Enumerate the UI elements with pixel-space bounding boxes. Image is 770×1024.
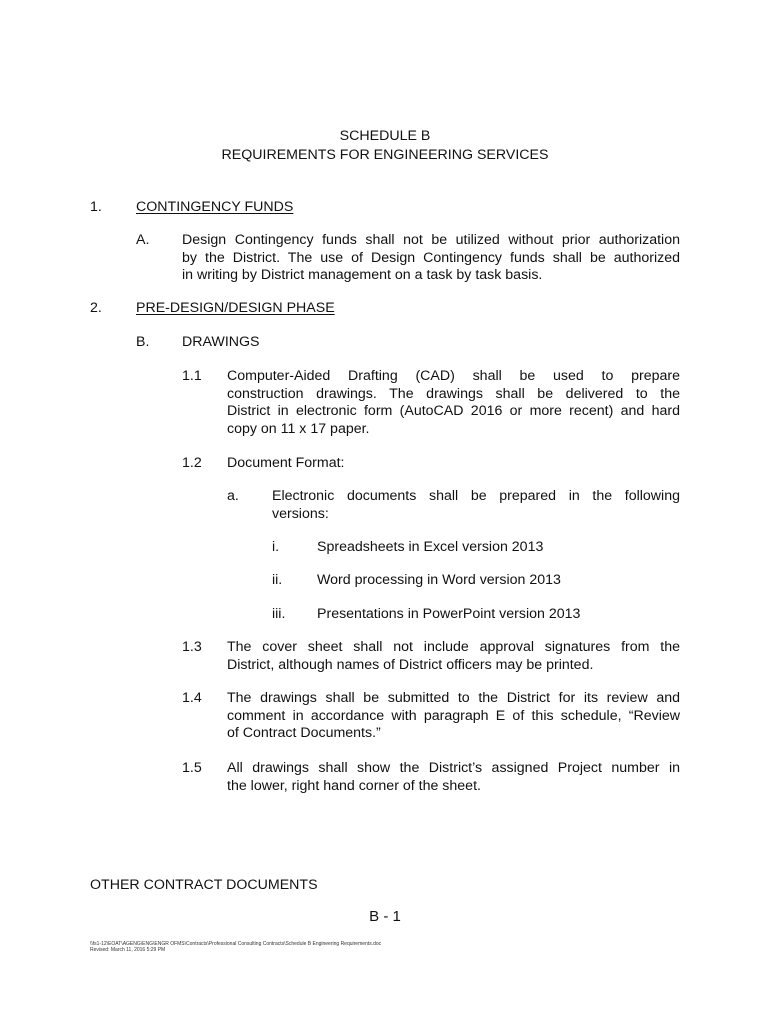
paragraph-line: in writing by District management on a task by task basis. <box>182 267 543 284</box>
drawings-heading: DRAWINGS <box>182 334 260 350</box>
electronic-docs-paragraph <box>272 488 680 523</box>
section-number: 1. <box>90 199 102 215</box>
paragraph-line: by the District. The use of Design Contingency funds shall be authorized <box>182 249 680 266</box>
paragraph-line: the lower, right hand corner of the sheet. <box>227 777 481 794</box>
section-heading-contingency: CONTINGENCY FUNDS <box>136 199 294 215</box>
section-heading-predesign: PRE-DESIGN/DESIGN PHASE <box>136 300 335 316</box>
document-format-label: Document Format: <box>227 455 345 471</box>
list-number: iii. <box>272 606 286 622</box>
paragraph-line: construction drawings. The drawings shall be delivered to the <box>227 385 680 402</box>
schedule-label: SCHEDULE B <box>339 128 431 144</box>
item-label: B. <box>136 334 150 350</box>
footer-doc-title: OTHER CONTRACT DOCUMENTS <box>90 877 318 893</box>
paragraph-line: Electronic documents shall be prepared in the following <box>272 488 680 504</box>
review-paragraph <box>227 690 680 743</box>
footer-revised-date: Revised: March 11, 2016 5:29 PM <box>90 947 166 953</box>
paragraph-line: copy on 11 x 17 paper. <box>227 420 370 437</box>
list-item: Spreadsheets in Excel version 2013 <box>317 539 544 555</box>
item-label: a. <box>227 488 239 504</box>
list-number: ii. <box>272 572 283 588</box>
section-number: 2. <box>90 300 102 316</box>
paragraph-line: District, although names of District officers may be printed. <box>227 656 594 673</box>
list-item: Word processing in Word version 2013 <box>317 572 561 588</box>
list-item: Presentations in PowerPoint version 2013 <box>317 606 581 622</box>
item-label: A. <box>136 232 150 248</box>
paragraph-line: of Contract Documents.” <box>227 725 381 742</box>
paragraph-line: All drawings shall show the District’s assigned Project number in <box>227 760 680 776</box>
cover-sheet-paragraph <box>227 639 680 674</box>
paragraph-line: Computer-Aided Drafting (CAD) shall be used to prepare <box>227 368 680 384</box>
document-title: REQUIREMENTS FOR ENGINEERING SERVICES <box>221 147 549 163</box>
paragraph-line: District in electronic form (AutoCAD 2016 or more recent) and hard <box>227 403 680 420</box>
paragraph-line: Design Contingency funds shall not be utilized without prior authorization <box>182 232 680 248</box>
page-number: B - 1 <box>369 908 401 925</box>
list-number: i. <box>272 539 280 555</box>
paragraph-line: comment in accordance with paragraph E of this schedule, “Review <box>227 707 680 724</box>
cad-paragraph <box>227 368 680 438</box>
paragraph-line: The drawings shall be submitted to the District for its review and <box>227 690 680 706</box>
paragraph-line: versions: <box>272 505 329 522</box>
project-number-paragraph <box>227 760 680 795</box>
paragraph-number: 1.4 <box>182 690 202 706</box>
paragraph-number: 1.1 <box>182 368 202 384</box>
paragraph-number: 1.3 <box>182 639 202 655</box>
paragraph-number: 1.2 <box>182 455 202 471</box>
contingency-paragraph <box>182 232 680 285</box>
footer-file-path: \\fs1-12\EOAT\AGENG\ENG\ENGR OFMS\Contracts\Professional Consulting Contracts\Schedule B Engineering Requirements.doc <box>90 941 382 947</box>
paragraph-number: 1.5 <box>182 760 202 776</box>
paragraph-line: The cover sheet shall not include approval signatures from the <box>227 639 680 655</box>
